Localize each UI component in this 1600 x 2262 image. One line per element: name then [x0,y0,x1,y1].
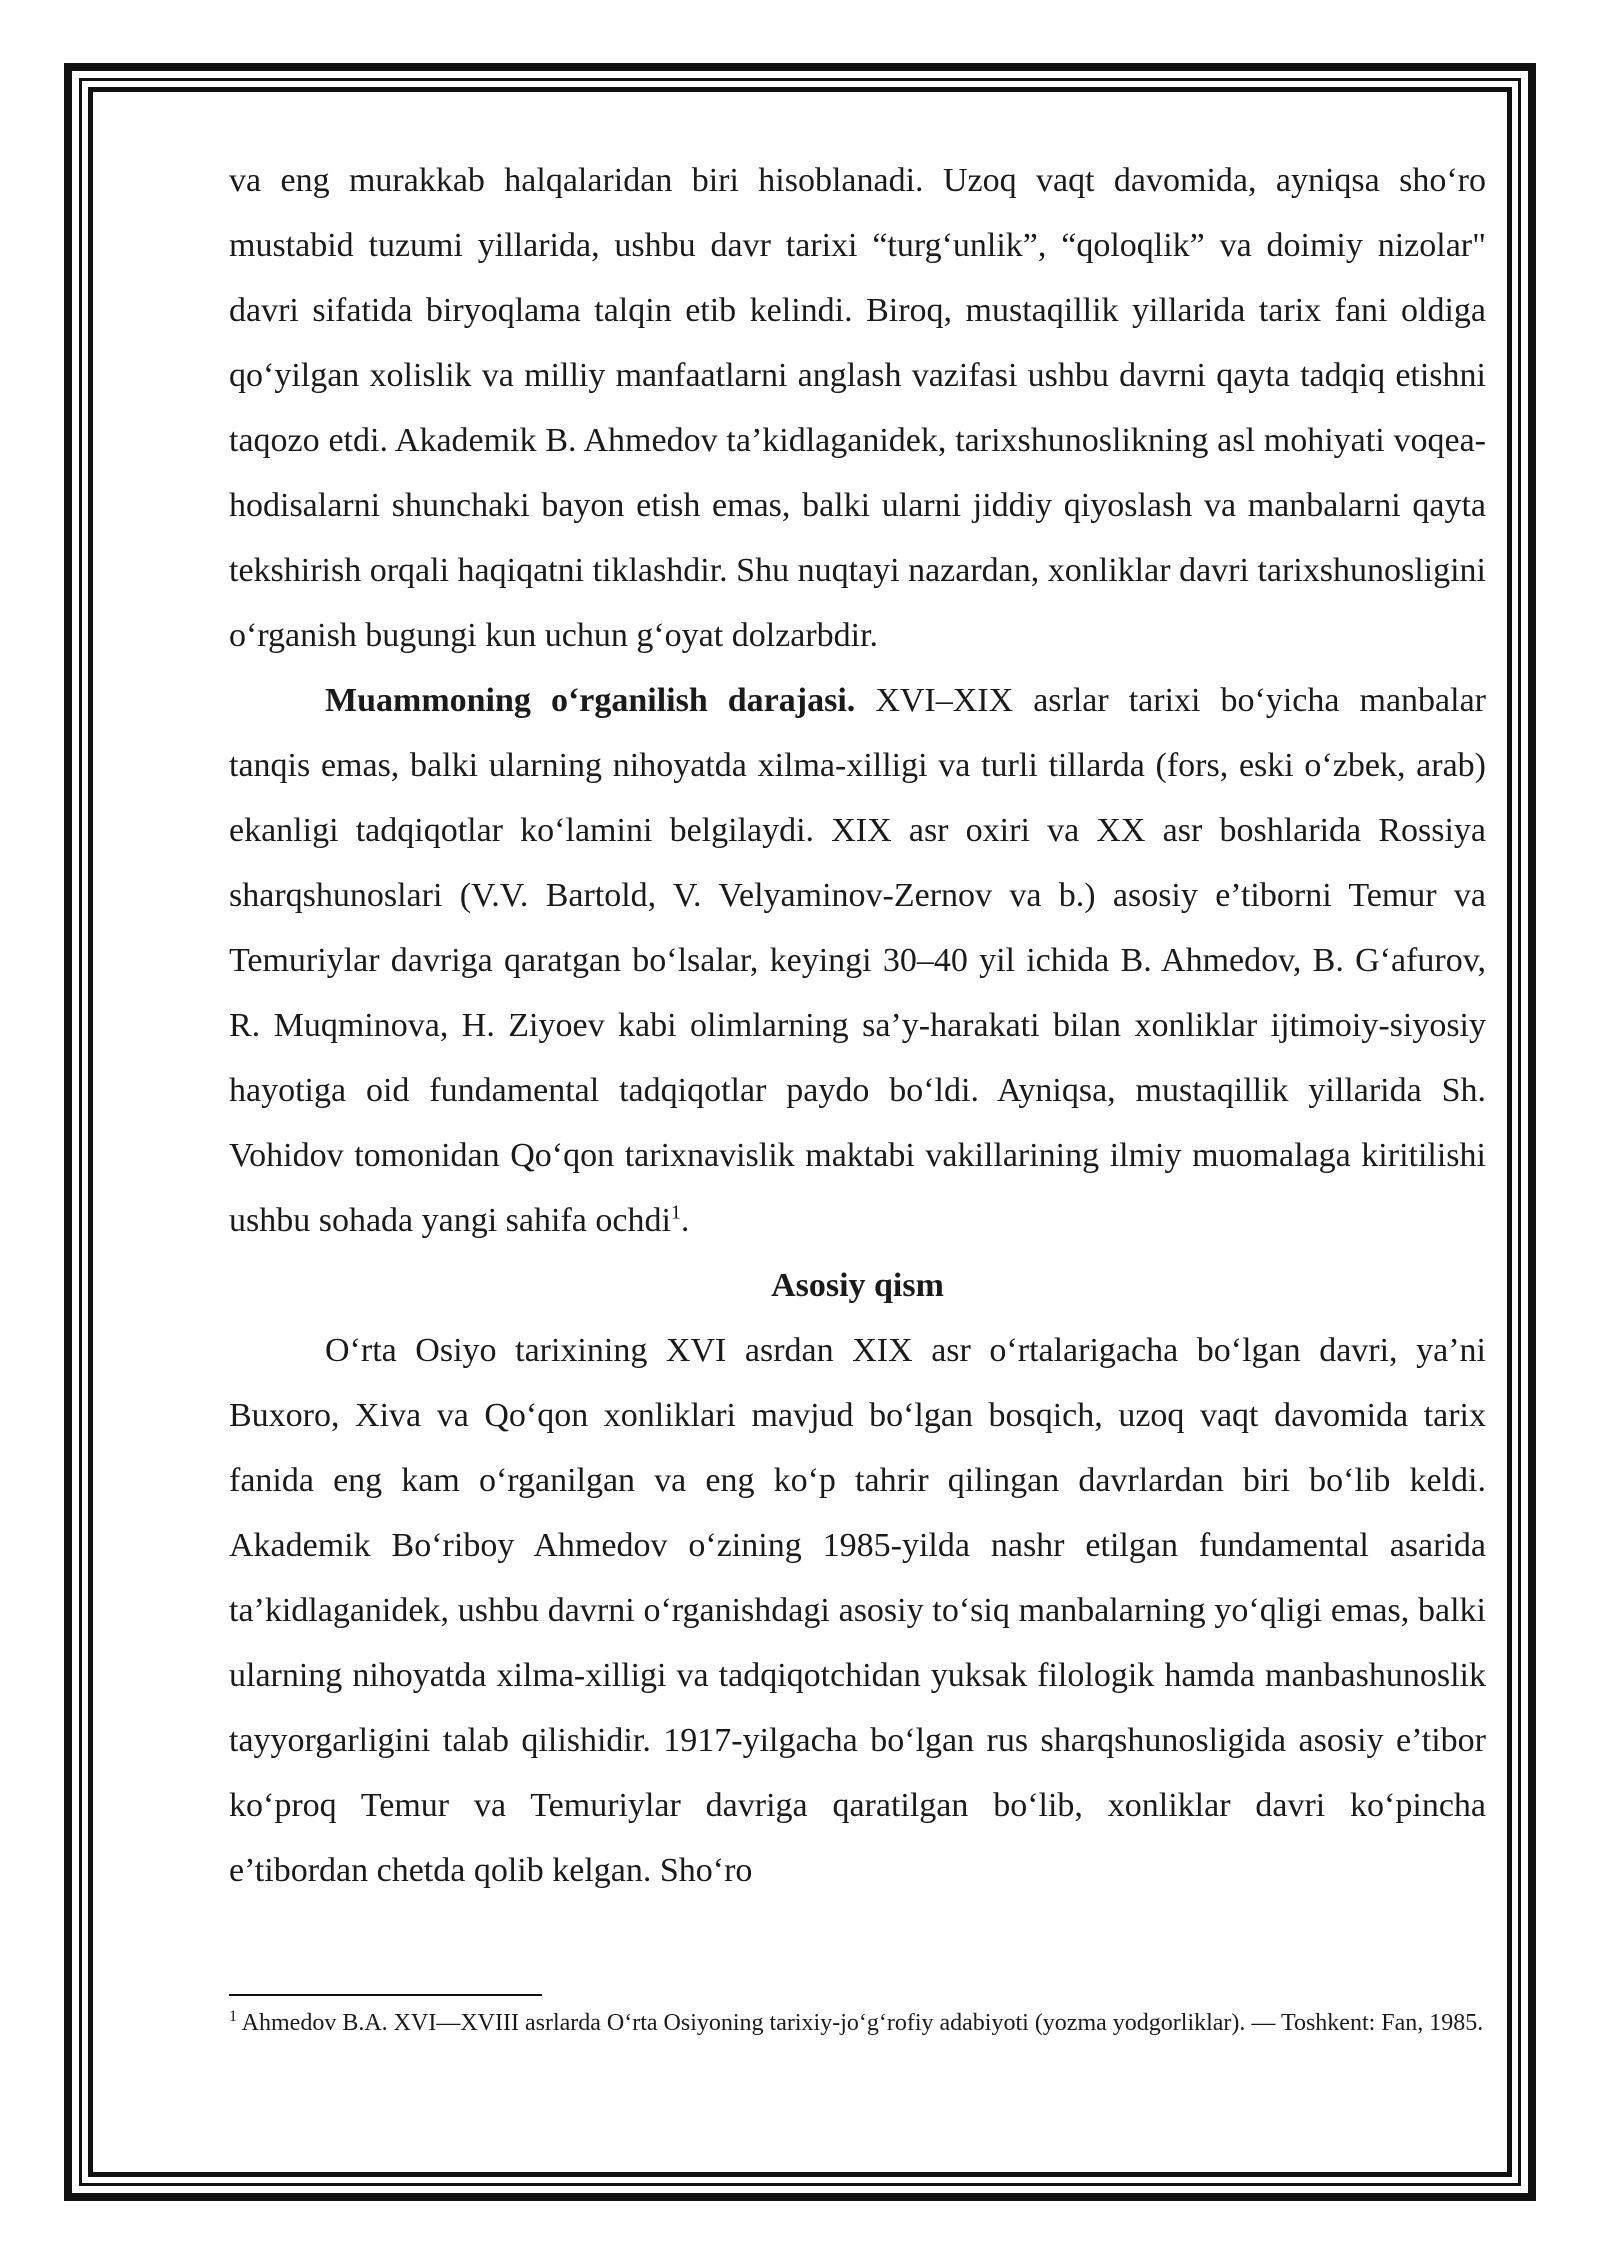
paragraph-research-level [229,668,1486,1253]
footnote-divider [229,1994,542,1996]
footnote-text: Ahmedov B.A. XVI—XVIII asrlarda O‘rta Osiyoning tarixiy-jo‘g‘rofiy adabiyoti (yozma yodgorliklar). — Toshkent: Fan, 1985. [237,2010,1484,2036]
paragraph-end: . [680,1202,690,1239]
footnote-reference[interactable]: 1 [670,1201,681,1224]
footnote-marker: 1 [229,2008,237,2025]
paragraph-text: XVI–XIX asrlar tarixi bo‘yicha manbalar tanqis emas, balki ularning nihoyatda xilma-xilligi va turli tillarda (fors, eski o‘zbek, arab) ekanligi tadqiqotlar ko‘lamini belgilaydi. XIX asr oxiri va XX asr boshlarida Rossiya sharqshunoslari (V.V. Bartold, V. Velyaminov-Zernov va b.) asosiy e’tiborni Temur va Temuriylar davriga qaratgan bo‘lsalar, keyingi 30–40 yil ichida B. Ahmedov, B. G‘afurov, R. Muqminova, H. Ziyoev kabi olimlarning sa’y-harakati bilan xonliklar ijtimoiy-siyosiy hayotiga oid fundamental tadqiqotlar paydo bo‘ldi. Ayniqsa, mustaqillik yillarida Sh. Vohidov tomonidan Qo‘qon tarixnavislik maktabi vakillarining ilmiy muomalaga kiritilishi ushbu sohada yangi sahifa ochdi [229,682,1486,1239]
paragraph-main: O‘rta Osiyo tarixining XVI asrdan XIX asr o‘rtalarigacha bo‘lgan davri, ya’ni Buxoro, Xiva va Qo‘qon xonliklari mavjud bo‘lgan bosqich, uzoq vaqt davomida tarix fanida eng kam o‘rganilgan va eng ko‘p tahrir qilingan davrlardan biri bo‘lib keldi. Akademik Bo‘riboy Ahmedov o‘zining 1985-yilda nashr etilgan fundamental asarida ta’kidlaganidek, ushbu davrni o‘rganishdagi asosiy to‘siq manbalarning yo‘qligi emas, balki ularning nihoyatda xilma-xilligi va tadqiqotchidan yuksak filologik hamda manbashunoslik tayyorgarligini talab qilishidir. 1917-yilgacha bo‘lgan rus sharqshunosligida asosiy e’tibor ko‘proq Temur va Temuriylar davriga qaratilgan bo‘lib, xonliklar davri ko‘pincha e’tibordan chetda qolib kelgan. Sho‘ro [229,1332,1486,1889]
section-heading: Asosiy qism [771,1267,944,1304]
document-body [229,148,1486,1903]
section-label: Muammoning o‘rganilish darajasi. [325,682,856,719]
paragraph-intro: va eng murakkab halqalaridan biri hisoblanadi. Uzoq vaqt davomida, ayniqsa sho‘ro mustabid tuzumi yillarida, ushbu davr tarixi “turg‘unlik”, “qoloqlik” va doimiy nizolar" davri sifatida biryoqlama talqin etib kelindi. Biroq, mustaqillik yillarida tarix fani oldiga qo‘yilgan xolislik va milliy manfaatlarni anglash vazifasi ushbu davrni qayta tadqiq etishni taqozo etdi. Akademik B. Ahmedov ta’kidlaganidek, tarixshunoslikning asl mohiyati voqea-hodisalarni shunchaki bayon etish emas, balki ularni jiddiy qiyoslash va manbalarni qayta tekshirish orqali haqiqatni tiklashdir. Shu nuqtayi nazardan, xonliklar davri tarixshunosligini o‘rganish bugungi kun uchun g‘oyat dolzarbdir. [229,162,1486,654]
footnote [229,2004,1486,2042]
